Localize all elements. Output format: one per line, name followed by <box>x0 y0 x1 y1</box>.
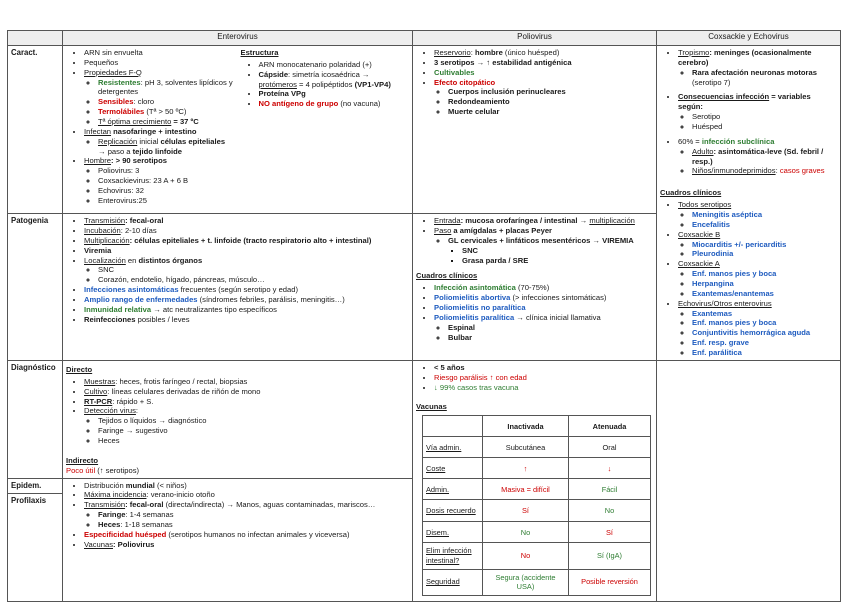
list-item: • Transmisión: fecal-oral (directa/indirecta) → Manos, aguas contaminadas, mariscos… ◦ Faringe: 1-4 semanas ◦ Heces: 1-18 semanas <box>84 500 409 530</box>
list-item: • Pequeños <box>84 58 235 68</box>
list-item: • Vacunas: Poliovirus <box>84 540 409 550</box>
list-item: • Todos serotipos ◦ Meningitis aséptica ◦ Encefalitis <box>678 200 837 230</box>
vac-cell: Sí <box>569 522 651 543</box>
vac-cell: Posible reversión <box>569 569 651 595</box>
list-item: • Poliomielitis no paralítica <box>434 303 653 313</box>
list-item: • Propiedades F-Q ◦ Resistentes: pH 3, solventes lipídicos y detergentes ◦ Sensibles: cloro ◦ Termolábiles (Tª > 50 ºC) ◦ Tª óptima crecimiento = 37 ºC <box>84 68 235 127</box>
vac-cell: Subcutánea <box>483 437 569 458</box>
row-label-diagnostico: Diagnóstico <box>8 360 63 478</box>
vac-header-atenuada: Atenuada <box>569 416 651 437</box>
indirecto-heading: Indirecto <box>66 455 99 465</box>
list-item: • Multiplicación: células epiteliales + t. linfoide (tracto respiratorio alto + intestinal) <box>84 236 409 246</box>
vac-cell: ↑ <box>483 458 569 479</box>
list-item: ◦ Enterovirus:25 <box>98 196 235 206</box>
list-item: • Viremia <box>84 246 409 256</box>
vac-cell: Segura (accidente USA) <box>483 569 569 595</box>
list-item: • Riesgo parálisis ↑ con edad <box>434 373 653 383</box>
list-item: • Muestras: heces, frotis faríngeo / rectal, biopsias <box>84 377 409 387</box>
list-item: ◦ Corazón, endotelio, hígado, páncreas, músculo… <box>98 275 409 285</box>
coxsackie-caract-patogenia <box>657 46 841 361</box>
enterovirus-diagnostico <box>63 360 413 478</box>
list-item: • Inmunidad relativa → atc neutralizantes tipo específicos <box>84 305 409 315</box>
poliovirus-diagnostico-vacunas <box>413 360 657 601</box>
header-enterovirus: Enterovirus <box>63 31 413 46</box>
vac-row-key: Admin. <box>423 479 483 500</box>
cuadros-heading-cox: Cuadros clínicos <box>660 188 722 198</box>
header-coxsackie: Coxsackie y Echovirus <box>657 31 841 46</box>
vac-cell: Sí (IgA) <box>569 543 651 569</box>
row-label-caract: Caract. <box>8 46 63 214</box>
list-item: • Proteína VPg <box>259 89 410 99</box>
list-item: • Infectan nasofaringe + intestino ◦ Replicación inicial células epiteliales → paso a tejido linfoide <box>84 127 235 157</box>
list-item: • Echovirus/Otros enterovirus ◦ Exantemas ◦ Enf. manos pies y boca ◦ Conjuntivitis hemorrágica aguda ◦ Enf. resp. grave ◦ Enf. parálitica <box>678 299 837 358</box>
list-item: ◦ Enf. parálitica <box>692 348 837 358</box>
vac-row-key: Vía admin. <box>423 437 483 458</box>
list-item: ◦ Enf. manos pies y boca <box>692 318 837 328</box>
enterovirus-epidem-profilaxis <box>63 478 413 601</box>
vac-row-key: Coste <box>423 458 483 479</box>
enterovirus-patogenia <box>63 214 413 361</box>
header-poliovirus: Poliovirus <box>413 31 657 46</box>
list-item: • Consecuencias infección = variables según: ◦ Serotipo ◦ Huésped <box>678 92 837 131</box>
row-label-profilaxis: Profilaxis <box>8 493 63 601</box>
vac-cell: Masiva = difícil <box>483 479 569 500</box>
list-item: ◦ Bulbar <box>448 333 653 343</box>
list-item: • Incubación: 2-10 días <box>84 226 409 236</box>
corner-cell <box>8 31 63 46</box>
coxsackie-empty <box>657 360 841 601</box>
list-item: • Transmisión: fecal-oral <box>84 216 409 226</box>
vac-header-inactivada: Inactivada <box>483 416 569 437</box>
list-item: ◦ Enf. resp. grave <box>692 338 837 348</box>
list-item: ◦ Tejidos o líquidos → diagnóstico <box>98 416 409 426</box>
list-item: ◦ Exantemas <box>692 309 837 319</box>
list-item: • Especificidad huésped (serotipos humanos no infectan animales y viceversa) <box>84 530 409 540</box>
indirecto-text: Poco útil (↑ serotipos) <box>66 465 140 475</box>
list-item: • Cultivables <box>434 68 653 78</box>
vac-cell: No <box>569 500 651 522</box>
vac-cell: Fácil <box>569 479 651 500</box>
list-item: ◦ Replicación inicial células epiteliales → paso a tejido linfoide <box>98 137 235 157</box>
list-item: • ARN monocatenario polaridad (+) <box>259 60 410 70</box>
list-item: ◦ Heces: 1-18 semanas <box>98 520 409 530</box>
list-item: ◦ Conjuntivitis hemorrágica aguda <box>692 328 837 338</box>
list-item: ◦ Termolábiles (Tª > 50 ºC) <box>98 107 235 117</box>
list-item: ◦ Cuerpos inclusión perinucleares <box>448 87 653 97</box>
list-item: ▪ SNC <box>462 246 653 256</box>
list-item: • Entrada: mucosa orofaríngea / intestinal → multiplicación <box>434 216 653 226</box>
list-item: • Coxsackie A ◦ Enf. manos pies y boca ◦ Herpangina ◦ Exantemas/enantemas <box>678 259 837 298</box>
list-item: ◦ Poliovirus: 3 <box>98 166 235 176</box>
list-item: ◦ Faringe → sugestivo <box>98 426 409 436</box>
list-item: • Cápside: simetría icosaédrica → protómeros = 4 polipéptidos (VP1-VP4) <box>259 70 410 90</box>
vacunas-table <box>422 415 651 596</box>
list-item: • Poliomielitis paralítica → clínica inicial llamativa ◦ Espinal ◦ Bulbar <box>434 313 653 343</box>
list-item: • Máxima incidencia: verano-inicio otoño <box>84 490 409 500</box>
list-item: • Poliomielitis abortiva (> infecciones sintomáticas) <box>434 293 653 303</box>
vac-cell: Sí <box>483 500 569 522</box>
row-label-patogenia: Patogenia <box>8 214 63 361</box>
list-item: • Cultivo: líneas celulares derivadas de riñón de mono <box>84 387 409 397</box>
list-item: ◦ Faringe: 1-4 semanas <box>98 510 409 520</box>
list-item: • ↓ 99% casos tras vacuna <box>434 383 653 393</box>
list-item: ◦ Rara afectación neuronas motoras (serotipo 7) <box>692 68 837 88</box>
list-item: • Infección asintomática (70-75%) <box>434 283 653 293</box>
list-item: ◦ Coxsackievirus: 23 A + 6 B <box>98 176 235 186</box>
list-item: • Hombre: > 90 serotipos ◦ Poliovirus: 3 ◦ Coxsackievirus: 23 A + 6 B ◦ Echovirus: 32 ◦ Enterovirus:25 <box>84 156 235 205</box>
list-item: ◦ Espinal <box>448 323 653 333</box>
list-item: ◦ Resistentes: pH 3, solventes lipídicos y detergentes <box>98 78 235 98</box>
list-item: ◦ Meningitis aséptica <box>692 210 837 220</box>
list-item: • Reinfecciones posibles / leves <box>84 315 409 325</box>
list-item: • Efecto citopático ◦ Cuerpos inclusión perinucleares ◦ Redondeamiento ◦ Muerte celular <box>434 78 653 117</box>
vac-cell: Oral <box>569 437 651 458</box>
vac-header-empty <box>423 416 483 437</box>
list-item: ◦ Serotipo <box>692 112 837 122</box>
list-item: • Amplio rango de enfermedades (síndromes febriles, parálisis, meningitis…) <box>84 295 409 305</box>
vac-cell: No <box>483 543 569 569</box>
list-item: • Distribución mundial (< niños) <box>84 481 409 491</box>
list-item: ◦ Encefalitis <box>692 220 837 230</box>
list-item: ◦ Echovirus: 32 <box>98 186 235 196</box>
cuadros-heading-polio: Cuadros clínicos <box>416 271 478 281</box>
list-item: ◦ Heces <box>98 436 409 446</box>
vac-cell: ↓ <box>569 458 651 479</box>
list-item: • Reservorio: hombre (único huésped) <box>434 48 653 58</box>
summary-table <box>7 30 841 602</box>
list-item: ◦ Niños/inmunodeprimidos: casos graves <box>692 166 837 176</box>
list-item: • RT-PCR: rápido + S. <box>84 397 409 407</box>
list-item: • Infecciones asintomáticas frecuentes (según serotipo y edad) <box>84 285 409 295</box>
list-item: • < 5 años <box>434 363 653 373</box>
directo-heading: Directo <box>66 364 93 374</box>
row-label-epidem: Epidem. <box>8 478 63 493</box>
list-item: • Coxsackie B ◦ Miocarditis +/- pericarditis ◦ Pleurodinia <box>678 230 837 260</box>
list-item: • Paso a amígdalas + placas Peyer ◦ GL cervicales + linfáticos mesentéricos → VIREMIA ▪ SNC ▪ Grasa parda / SRE <box>434 226 653 265</box>
list-item: ◦ Enf. manos pies y boca <box>692 269 837 279</box>
poliovirus-caract <box>413 46 657 214</box>
list-item: • Tropismo: meninges (ocasionalmente cerebro) ◦ Rara afectación neuronas motoras (serotipo 7) <box>678 48 837 87</box>
vac-cell: No <box>483 522 569 543</box>
vac-row-key: Seguridad <box>423 569 483 595</box>
list-item: ◦ Huésped <box>692 122 837 132</box>
list-item: • NO antígeno de grupo (no vacuna) <box>259 99 410 109</box>
list-item: ◦ Tª óptima crecimiento = 37 ºC <box>98 117 235 127</box>
list-item: ◦ SNC <box>98 265 409 275</box>
list-item: ◦ Herpangina <box>692 279 837 289</box>
vac-row-key: Dosis recuerdo <box>423 500 483 522</box>
list-item: ◦ Pleurodinia <box>692 249 837 259</box>
list-item: ◦ GL cervicales + linfáticos mesentéricos → VIREMIA ▪ SNC ▪ Grasa parda / SRE <box>448 236 653 266</box>
estructura-heading: Estructura <box>240 48 279 57</box>
list-item: • 60% = infección subclínica ◦ Adulto: asintomática-leve (Sd. febril / resp.) ◦ Niños/inmunodeprimidos: casos graves <box>678 137 837 176</box>
vac-row-key: Disem. <box>423 522 483 543</box>
list-item: ◦ Miocarditis +/- pericarditis <box>692 240 837 250</box>
list-item: ◦ Muerte celular <box>448 107 653 117</box>
vacunas-heading: Vacunas <box>416 401 447 411</box>
list-item: ◦ Adulto: asintomática-leve (Sd. febril / resp.) <box>692 147 837 167</box>
vac-row-key: Elim infección intestinal? <box>423 543 483 569</box>
enterovirus-caract <box>63 46 413 214</box>
poliovirus-patogenia <box>413 214 657 361</box>
list-item: ◦ Sensibles: cloro <box>98 97 235 107</box>
list-item: ◦ Redondeamiento <box>448 97 653 107</box>
list-item: • Detección virus: ◦ Tejidos o líquidos → diagnóstico ◦ Faringe → sugestivo ◦ Heces <box>84 406 409 445</box>
list-item: ◦ Exantemas/enantemas <box>692 289 837 299</box>
list-item: • 3 serotipos → ↑ estabilidad antigénica <box>434 58 653 68</box>
list-item: ▪ Grasa parda / SRE <box>462 256 653 266</box>
list-item: • ARN sin envuelta <box>84 48 235 58</box>
list-item: • Localización en distintos órganos ◦ SNC ◦ Corazón, endotelio, hígado, páncreas, músculo… <box>84 256 409 286</box>
